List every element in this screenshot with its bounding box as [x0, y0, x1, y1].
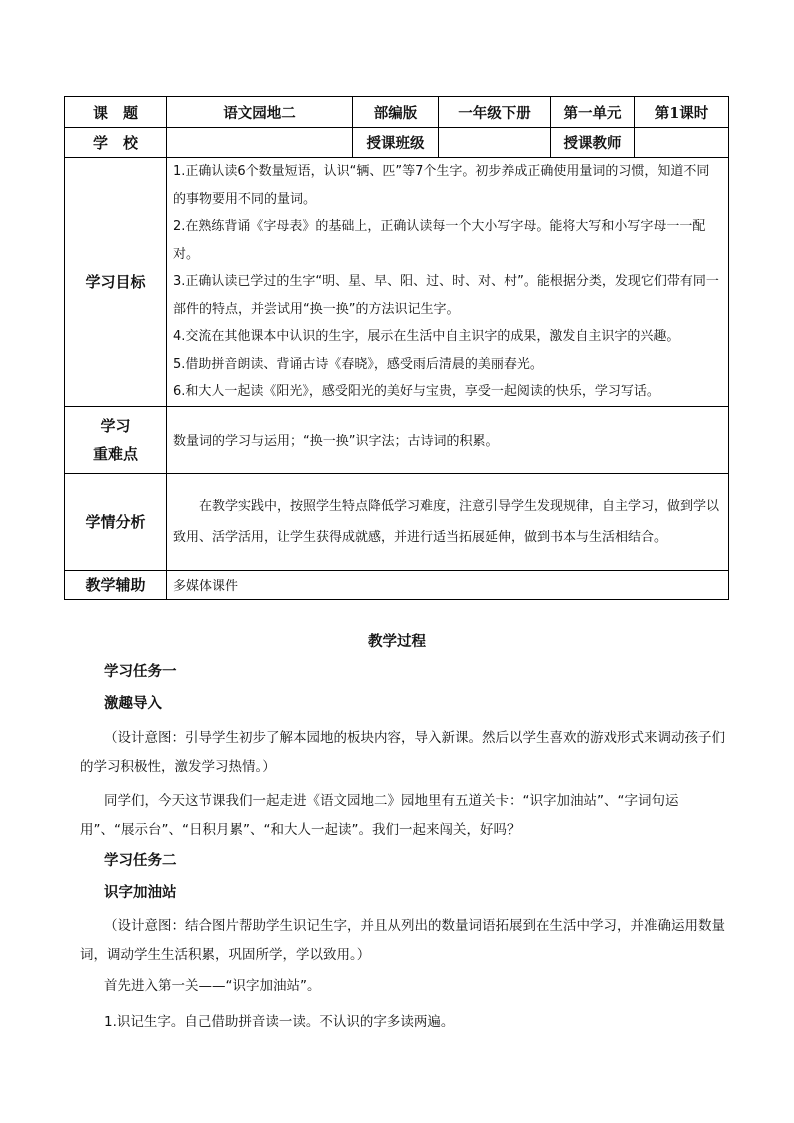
unit-value: 第一单元 [551, 97, 635, 128]
analysis-row [65, 473, 729, 570]
task1-paragraph: 同学们，今天这节课我们一起走进《语文园地二》园地里有五道关卡：“识字加油站”、“字词句运用”、“展示台”、“日积月累”、“和大人一起读”。我们一起来闯关，好吗？ [80, 793, 679, 838]
analysis-label: 学情分析 [65, 473, 167, 570]
key-points-label-line1: 学习 [100, 416, 131, 435]
school-label: 学 校 [65, 128, 167, 158]
analysis-content [167, 473, 729, 570]
task2-design-intent: （设计意图：结合图片帮助学生识记生字，并且从列出的数量词语拓展到在生活中学习，并准确运用数量词，调动学生生活积累，巩固所学，学以致用。） [80, 918, 725, 963]
class-value [439, 128, 551, 158]
teacher-label: 授课教师 [551, 128, 635, 158]
teaching-process [0, 628, 794, 656]
task2-step1: 1.识记生字。自己借助拼音读一读。不认识的字多读两遍。 [104, 1014, 455, 1030]
key-points-row [65, 406, 729, 473]
goal-item: 3.正确认读已学过的生字“明、星、早、阳、过、时、对、村”。能根据分类，发现它们带有同一部件的特点，并尝试用“换一换”的方法识记生字。 [173, 274, 719, 317]
task1-title: 学习任务一 [104, 663, 177, 680]
goal-item: 5.借助拼音朗读、背诵古诗《春晓》，感受雨后清晨的美丽春光。 [173, 356, 543, 372]
teacher-value [635, 128, 729, 158]
process-title: 教学过程 [368, 633, 426, 650]
lesson-info-table [64, 96, 729, 600]
edition-value: 部编版 [353, 97, 439, 128]
task2-title: 学习任务二 [104, 852, 177, 869]
key-points-text: 数量词的学习与运用；“换一换”识字法；古诗词的积累。 [167, 406, 729, 473]
task1-design-intent: （设计意图：引导学生初步了解本园地的板块内容，导入新课。然后以学生喜欢的游戏形式来调动孩子们的学习积极性，激发学习热情。） [80, 730, 725, 775]
task2-subtitle: 识字加油站 [104, 884, 177, 901]
topic-value: 语文园地二 [167, 97, 353, 128]
school-value [167, 128, 353, 158]
goals-label: 学习目标 [65, 158, 167, 407]
lesson-value: 第1课时 [635, 97, 729, 128]
task1-subtitle: 激趣导入 [104, 695, 162, 712]
analysis-text: 在教学实践中，按照学生特点降低学习难度，注意引导学生发现规律，自主学习，做到学以致用、活学活用，让学生获得成就感，并进行适当拓展延伸，做到书本与生活相结合。 [173, 498, 720, 545]
goal-item: 4.交流在其他课本中认识的生字，展示在生活中自主识字的成果，激发自主识字的兴趣。 [173, 329, 680, 344]
goal-item: 1.正确认读6个数量短语，认识“辆、匹”等7个生字。初步养成正确使用量词的习惯，知道不同的事物要用不同的量词。 [173, 164, 710, 207]
aids-label: 教学辅助 [65, 570, 167, 599]
aids-text: 多媒体课件 [167, 570, 729, 599]
school-row [65, 128, 729, 158]
key-points-label-line2: 重难点 [92, 444, 138, 463]
task2-intro: 首先进入第一关——“识字加油站”。 [104, 978, 321, 994]
header-row [65, 97, 729, 128]
goals-content [167, 158, 729, 407]
class-label: 授课班级 [353, 128, 439, 158]
goal-item: 2.在熟练背诵《字母表》的基础上，正确认读每一个大小写字母。能将大写和小写字母一一配对。 [173, 219, 706, 262]
goal-item: 6.和大人一起读《阳光》，感受阳光的美好与宝贵，享受一起阅读的快乐，学习写话。 [173, 384, 660, 399]
topic-label: 课 题 [65, 97, 167, 128]
aids-row [65, 570, 729, 599]
grade-value: 一年级下册 [439, 97, 551, 128]
goals-row [65, 158, 729, 407]
key-points-label [65, 406, 167, 473]
